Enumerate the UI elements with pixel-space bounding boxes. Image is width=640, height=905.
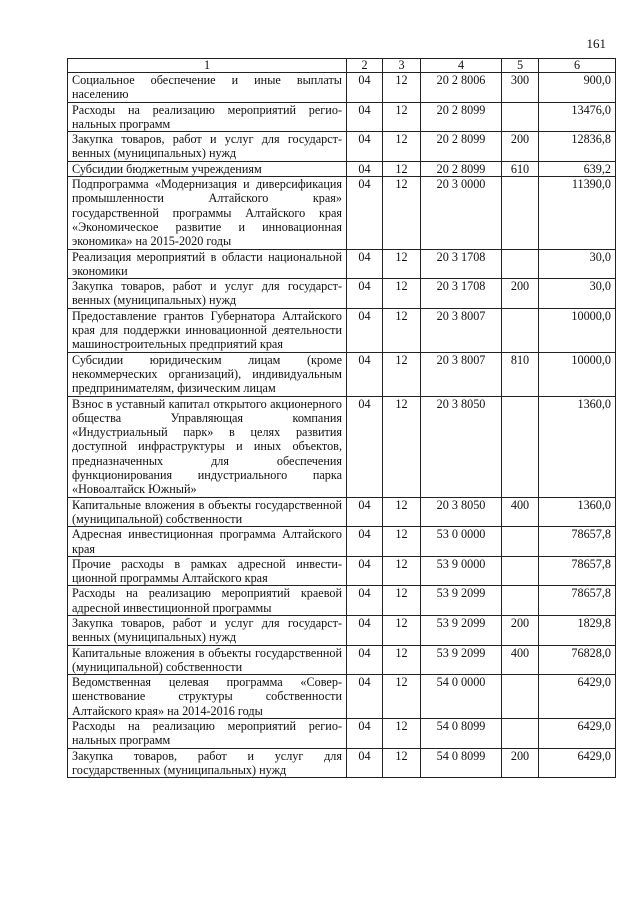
section-code-cell: 04 xyxy=(347,161,383,176)
target-article-code-cell: 53 9 2099 xyxy=(421,615,502,645)
target-article-code-cell: 20 3 8050 xyxy=(421,396,502,497)
expense-type-code-cell xyxy=(502,527,539,557)
table-row xyxy=(68,586,616,616)
subsection-code-cell: 12 xyxy=(383,249,421,279)
expense-type-code-cell: 200 xyxy=(502,615,539,645)
table-row xyxy=(68,132,616,162)
table-row xyxy=(68,352,616,396)
table-row xyxy=(68,308,616,352)
subsection-code-cell: 12 xyxy=(383,308,421,352)
item-name-cell: Ведомственная целевая программа «Совершенствование структуры собственности Алтайского края» на 2014-2016 годы xyxy=(68,675,347,719)
subsection-code-cell: 12 xyxy=(383,586,421,616)
table-row xyxy=(68,396,616,497)
section-code-cell: 04 xyxy=(347,586,383,616)
section-code-cell: 04 xyxy=(347,308,383,352)
item-name-cell: Расходы на реализацию мероприятий краевой адресной инвестиционной программы xyxy=(68,586,347,616)
amount-cell: 11390,0 xyxy=(539,177,616,249)
subsection-code-cell: 12 xyxy=(383,102,421,132)
subsection-code-cell: 12 xyxy=(383,527,421,557)
item-name-cell: Закупка товаров, работ и услуг для государственных (муниципальных) нужд xyxy=(68,279,347,309)
table-header-row xyxy=(68,59,616,73)
subsection-code-cell: 12 xyxy=(383,132,421,162)
column-header: 1 xyxy=(68,59,347,73)
expense-type-code-cell xyxy=(502,675,539,719)
target-article-code-cell: 20 3 8050 xyxy=(421,497,502,527)
target-article-code-cell: 20 2 8006 xyxy=(421,73,502,103)
subsection-code-cell: 12 xyxy=(383,177,421,249)
amount-cell: 900,0 xyxy=(539,73,616,103)
column-header: 6 xyxy=(539,59,616,73)
section-code-cell: 04 xyxy=(347,249,383,279)
table-row xyxy=(68,177,616,249)
item-name-cell: Расходы на реализацию мероприятий региональных программ xyxy=(68,719,347,749)
expense-type-code-cell xyxy=(502,586,539,616)
section-code-cell: 04 xyxy=(347,396,383,497)
target-article-code-cell: 54 0 0000 xyxy=(421,675,502,719)
amount-cell: 1360,0 xyxy=(539,396,616,497)
target-article-code-cell: 20 3 8007 xyxy=(421,308,502,352)
target-article-code-cell: 20 2 8099 xyxy=(421,132,502,162)
section-code-cell: 04 xyxy=(347,279,383,309)
expense-type-code-cell: 810 xyxy=(502,352,539,396)
item-name-cell: Расходы на реализацию мероприятий региональных программ xyxy=(68,102,347,132)
amount-cell: 6429,0 xyxy=(539,748,616,778)
table-row xyxy=(68,161,616,176)
target-article-code-cell: 20 3 1708 xyxy=(421,279,502,309)
target-article-code-cell: 53 9 2099 xyxy=(421,586,502,616)
subsection-code-cell: 12 xyxy=(383,73,421,103)
item-name-cell: Капитальные вложения в объекты государственной (муниципальной) собственности xyxy=(68,497,347,527)
target-article-code-cell: 20 3 0000 xyxy=(421,177,502,249)
amount-cell: 639,2 xyxy=(539,161,616,176)
table-row xyxy=(68,719,616,749)
table-row xyxy=(68,73,616,103)
amount-cell: 30,0 xyxy=(539,249,616,279)
column-header: 4 xyxy=(421,59,502,73)
subsection-code-cell: 12 xyxy=(383,396,421,497)
expense-type-code-cell xyxy=(502,396,539,497)
column-header: 2 xyxy=(347,59,383,73)
amount-cell: 78657,8 xyxy=(539,527,616,557)
page-number: 161 xyxy=(586,36,606,51)
expense-type-code-cell xyxy=(502,102,539,132)
expense-type-code-cell: 200 xyxy=(502,132,539,162)
amount-cell: 76828,0 xyxy=(539,645,616,675)
subsection-code-cell: 12 xyxy=(383,615,421,645)
subsection-code-cell: 12 xyxy=(383,279,421,309)
column-header: 5 xyxy=(502,59,539,73)
target-article-code-cell: 20 2 8099 xyxy=(421,102,502,132)
amount-cell: 1829,8 xyxy=(539,615,616,645)
target-article-code-cell: 20 2 8099 xyxy=(421,161,502,176)
target-article-code-cell: 20 3 8007 xyxy=(421,352,502,396)
table-row xyxy=(68,102,616,132)
amount-cell: 6429,0 xyxy=(539,675,616,719)
expense-type-code-cell: 200 xyxy=(502,748,539,778)
table-row xyxy=(68,675,616,719)
item-name-cell: Субсидии юридическим лицам (кроме некоммерческих организаций), индивидуальным предпринимателям, физическим лицам xyxy=(68,352,347,396)
table-row xyxy=(68,645,616,675)
item-name-cell: Капитальные вложения в объекты государственной (муниципальной) собственности xyxy=(68,645,347,675)
subsection-code-cell: 12 xyxy=(383,748,421,778)
amount-cell: 78657,8 xyxy=(539,586,616,616)
item-name-cell: Закупка товаров, работ и услуг для государственных (муниципальных) нужд xyxy=(68,748,347,778)
table-row xyxy=(68,249,616,279)
expense-type-code-cell: 610 xyxy=(502,161,539,176)
expense-type-code-cell xyxy=(502,308,539,352)
section-code-cell: 04 xyxy=(347,177,383,249)
item-name-cell: Реализация мероприятий в области национальной экономики xyxy=(68,249,347,279)
item-name-cell: Адресная инвестиционная программа Алтайского края xyxy=(68,527,347,557)
amount-cell: 10000,0 xyxy=(539,308,616,352)
table-row xyxy=(68,497,616,527)
amount-cell: 30,0 xyxy=(539,279,616,309)
subsection-code-cell: 12 xyxy=(383,352,421,396)
expense-type-code-cell xyxy=(502,719,539,749)
expense-type-code-cell xyxy=(502,177,539,249)
item-name-cell: Субсидии бюджетным учреждениям xyxy=(68,161,347,176)
table-row xyxy=(68,615,616,645)
item-name-cell: Закупка товаров, работ и услуг для государственных (муниципальных) нужд xyxy=(68,615,347,645)
subsection-code-cell: 12 xyxy=(383,675,421,719)
target-article-code-cell: 53 9 0000 xyxy=(421,556,502,586)
item-name-cell: Подпрограмма «Модернизация и диверсификация промышленности Алтайского края» государственной программы Алтайского края «Экономическое развитие и инновационная экономика» на 2015-2020 годы xyxy=(68,177,347,249)
table-body xyxy=(68,73,616,778)
expense-type-code-cell xyxy=(502,249,539,279)
table-row xyxy=(68,556,616,586)
target-article-code-cell: 53 0 0000 xyxy=(421,527,502,557)
expense-type-code-cell xyxy=(502,556,539,586)
section-code-cell: 04 xyxy=(347,719,383,749)
section-code-cell: 04 xyxy=(347,73,383,103)
amount-cell: 10000,0 xyxy=(539,352,616,396)
section-code-cell: 04 xyxy=(347,675,383,719)
item-name-cell: Предоставление грантов Губернатора Алтайского края для поддержки инновационной деятельности машиностроительных предприятий края xyxy=(68,308,347,352)
expense-type-code-cell: 200 xyxy=(502,279,539,309)
subsection-code-cell: 12 xyxy=(383,497,421,527)
section-code-cell: 04 xyxy=(347,132,383,162)
table-row xyxy=(68,527,616,557)
target-article-code-cell: 20 3 1708 xyxy=(421,249,502,279)
section-code-cell: 04 xyxy=(347,497,383,527)
expense-type-code-cell: 400 xyxy=(502,497,539,527)
column-header: 3 xyxy=(383,59,421,73)
subsection-code-cell: 12 xyxy=(383,161,421,176)
target-article-code-cell: 54 0 8099 xyxy=(421,748,502,778)
section-code-cell: 04 xyxy=(347,556,383,586)
subsection-code-cell: 12 xyxy=(383,645,421,675)
section-code-cell: 04 xyxy=(347,352,383,396)
item-name-cell: Взнос в уставный капитал открытого акционерного общества Управляющая компания «Индустриальный парк» в целях развития доступной инфраструктуры и иных объектов, предназначенных для обеспечения функционирования индустриального парка «Новоалтайск Южный» xyxy=(68,396,347,497)
expense-type-code-cell: 400 xyxy=(502,645,539,675)
subsection-code-cell: 12 xyxy=(383,556,421,586)
subsection-code-cell: 12 xyxy=(383,719,421,749)
amount-cell: 12836,8 xyxy=(539,132,616,162)
amount-cell: 13476,0 xyxy=(539,102,616,132)
section-code-cell: 04 xyxy=(347,645,383,675)
amount-cell: 78657,8 xyxy=(539,556,616,586)
target-article-code-cell: 54 0 8099 xyxy=(421,719,502,749)
item-name-cell: Социальное обеспечение и иные выплаты населению xyxy=(68,73,347,103)
target-article-code-cell: 53 9 2099 xyxy=(421,645,502,675)
section-code-cell: 04 xyxy=(347,615,383,645)
item-name-cell: Прочие расходы в рамках адресной инвестиционной программы Алтайского края xyxy=(68,556,347,586)
expense-type-code-cell: 300 xyxy=(502,73,539,103)
section-code-cell: 04 xyxy=(347,748,383,778)
item-name-cell: Закупка товаров, работ и услуг для государственных (муниципальных) нужд xyxy=(68,132,347,162)
table-row xyxy=(68,748,616,778)
amount-cell: 6429,0 xyxy=(539,719,616,749)
section-code-cell: 04 xyxy=(347,102,383,132)
table-row xyxy=(68,279,616,309)
amount-cell: 1360,0 xyxy=(539,497,616,527)
section-code-cell: 04 xyxy=(347,527,383,557)
budget-table xyxy=(67,58,616,778)
